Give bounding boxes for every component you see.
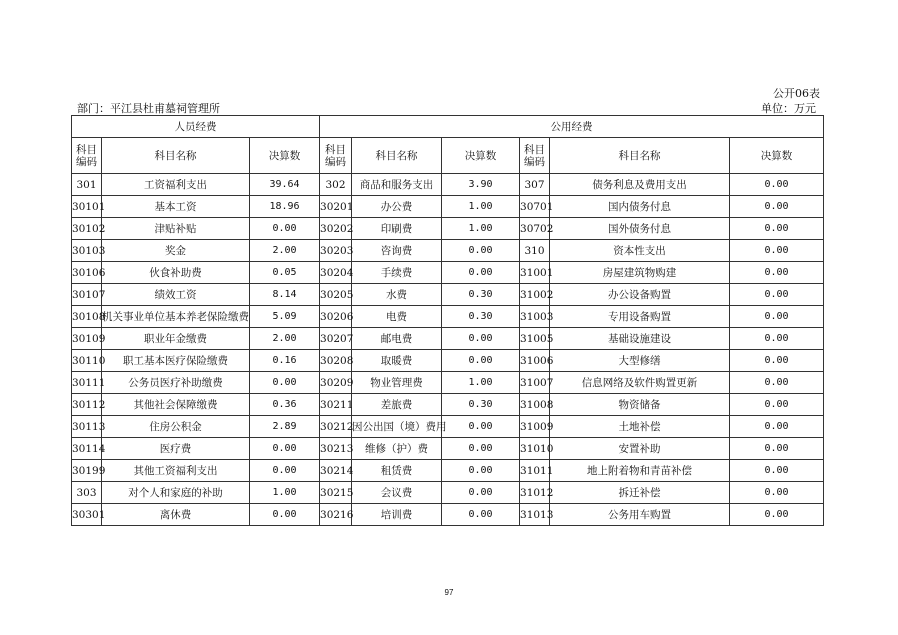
table-row	[72, 196, 824, 218]
expense-table	[71, 115, 824, 526]
table-row	[72, 174, 824, 196]
public-name-cell: 手续费	[352, 262, 442, 284]
capital-code-cell: 310	[520, 240, 550, 262]
public-code-cell: 30207	[320, 328, 352, 350]
personnel-name-cell: 公务员医疗补助缴费	[102, 372, 250, 394]
capital-name-cell: 资本性支出	[550, 240, 730, 262]
public-name-cell: 会议费	[352, 482, 442, 504]
col-amount-header: 决算数	[442, 138, 520, 174]
capital-amount-cell: 0.00	[730, 174, 824, 196]
capital-name-cell: 土地补偿	[550, 416, 730, 438]
personnel-code-cell: 30108	[72, 306, 102, 328]
public-code-cell: 30212	[320, 416, 352, 438]
personnel-code-cell: 30301	[72, 504, 102, 526]
public-name-cell: 水费	[352, 284, 442, 306]
personnel-name-cell: 职业年金缴费	[102, 328, 250, 350]
personnel-code-cell: 30111	[72, 372, 102, 394]
public-amount-cell: 0.00	[442, 416, 520, 438]
capital-amount-cell: 0.00	[730, 460, 824, 482]
table-row	[72, 482, 824, 504]
group-header-row	[72, 116, 824, 138]
public-code-cell: 30206	[320, 306, 352, 328]
table-row	[72, 262, 824, 284]
capital-name-cell: 信息网络及软件购置更新	[550, 372, 730, 394]
table-row	[72, 350, 824, 372]
personnel-name-cell: 奖金	[102, 240, 250, 262]
capital-code-cell: 31003	[520, 306, 550, 328]
personnel-name-cell: 其他社会保障缴费	[102, 394, 250, 416]
table-row	[72, 240, 824, 262]
public-amount-cell: 0.00	[442, 482, 520, 504]
public-amount-cell: 3.90	[442, 174, 520, 196]
table-row	[72, 328, 824, 350]
public-code-cell: 30209	[320, 372, 352, 394]
personnel-code-cell: 30114	[72, 438, 102, 460]
personnel-name-cell: 对个人和家庭的补助	[102, 482, 250, 504]
capital-name-cell: 安置补助	[550, 438, 730, 460]
capital-amount-cell: 0.00	[730, 394, 824, 416]
personnel-code-cell: 30106	[72, 262, 102, 284]
public-name-cell: 印刷费	[352, 218, 442, 240]
capital-amount-cell: 0.00	[730, 284, 824, 306]
capital-amount-cell: 0.00	[730, 504, 824, 526]
personnel-code-cell: 30112	[72, 394, 102, 416]
personnel-amount-cell: 2.00	[250, 328, 320, 350]
form-code: 公开06表	[773, 87, 820, 100]
public-name-cell: 培训费	[352, 504, 442, 526]
capital-name-cell: 国内债务付息	[550, 196, 730, 218]
capital-name-cell: 办公设备购置	[550, 284, 730, 306]
capital-code-cell: 30702	[520, 218, 550, 240]
table-row	[72, 394, 824, 416]
personnel-code-cell: 30101	[72, 196, 102, 218]
personnel-amount-cell: 0.00	[250, 218, 320, 240]
public-name-cell: 商品和服务支出	[352, 174, 442, 196]
table-row	[72, 438, 824, 460]
public-name-cell: 取暖费	[352, 350, 442, 372]
public-name-cell: 物业管理费	[352, 372, 442, 394]
capital-amount-cell: 0.00	[730, 218, 824, 240]
personnel-code-cell: 301	[72, 174, 102, 196]
public-code-cell: 30214	[320, 460, 352, 482]
capital-amount-cell: 0.00	[730, 262, 824, 284]
capital-name-cell: 房屋建筑物购建	[550, 262, 730, 284]
personnel-name-cell: 住房公积金	[102, 416, 250, 438]
capital-name-cell: 债务利息及费用支出	[550, 174, 730, 196]
public-amount-cell: 0.00	[442, 504, 520, 526]
col-code-header: 科目编码	[320, 138, 352, 174]
capital-amount-cell: 0.00	[730, 372, 824, 394]
personnel-amount-cell: 0.05	[250, 262, 320, 284]
personnel-name-cell: 其他工资福利支出	[102, 460, 250, 482]
personnel-amount-cell: 0.16	[250, 350, 320, 372]
capital-name-cell: 物资储备	[550, 394, 730, 416]
table-row	[72, 218, 824, 240]
public-amount-cell: 1.00	[442, 196, 520, 218]
table-row	[72, 504, 824, 526]
capital-code-cell: 31001	[520, 262, 550, 284]
public-code-cell: 30201	[320, 196, 352, 218]
col-amount-header: 决算数	[250, 138, 320, 174]
table-row	[72, 306, 824, 328]
personnel-amount-cell: 39.64	[250, 174, 320, 196]
personnel-amount-cell: 2.00	[250, 240, 320, 262]
personnel-name-cell: 伙食补助费	[102, 262, 250, 284]
personnel-code-cell: 30107	[72, 284, 102, 306]
capital-name-cell: 基础设施建设	[550, 328, 730, 350]
public-amount-cell: 1.00	[442, 372, 520, 394]
personnel-code-cell: 30113	[72, 416, 102, 438]
table-row	[72, 284, 824, 306]
public-amount-cell: 0.00	[442, 460, 520, 482]
col-code-header: 科目编码	[520, 138, 550, 174]
capital-code-cell: 31005	[520, 328, 550, 350]
capital-code-cell: 31002	[520, 284, 550, 306]
public-amount-cell: 0.00	[442, 328, 520, 350]
table-row	[72, 372, 824, 394]
public-code-cell: 30213	[320, 438, 352, 460]
personnel-code-cell: 30199	[72, 460, 102, 482]
department-label: 部门：平江县杜甫墓祠管理所	[77, 102, 220, 115]
column-header-row	[72, 138, 824, 174]
personnel-name-cell: 医疗费	[102, 438, 250, 460]
public-amount-cell: 0.00	[442, 438, 520, 460]
capital-code-cell: 31009	[520, 416, 550, 438]
personnel-code-cell: 303	[72, 482, 102, 504]
capital-code-cell: 31012	[520, 482, 550, 504]
col-name-header: 科目名称	[550, 138, 730, 174]
personnel-code-cell: 30110	[72, 350, 102, 372]
col-name-header: 科目名称	[102, 138, 250, 174]
capital-amount-cell: 0.00	[730, 328, 824, 350]
group-personnel-header: 人员经费	[72, 116, 320, 138]
personnel-amount-cell: 1.00	[250, 482, 320, 504]
capital-name-cell: 地上附着物和青苗补偿	[550, 460, 730, 482]
personnel-amount-cell: 0.00	[250, 504, 320, 526]
public-name-cell: 维修（护）费	[352, 438, 442, 460]
capital-name-cell: 国外债务付息	[550, 218, 730, 240]
col-name-header: 科目名称	[352, 138, 442, 174]
public-code-cell: 30208	[320, 350, 352, 372]
capital-amount-cell: 0.00	[730, 482, 824, 504]
public-name-cell: 邮电费	[352, 328, 442, 350]
capital-amount-cell: 0.00	[730, 438, 824, 460]
capital-code-cell: 307	[520, 174, 550, 196]
capital-amount-cell: 0.00	[730, 196, 824, 218]
public-name-cell: 咨询费	[352, 240, 442, 262]
public-name-cell: 因公出国（境）费用	[352, 416, 442, 438]
personnel-amount-cell: 0.00	[250, 460, 320, 482]
capital-code-cell: 31008	[520, 394, 550, 416]
personnel-amount-cell: 8.14	[250, 284, 320, 306]
capital-amount-cell: 0.00	[730, 350, 824, 372]
public-amount-cell: 0.30	[442, 394, 520, 416]
group-public-header: 公用经费	[320, 116, 824, 138]
capital-code-cell: 31011	[520, 460, 550, 482]
public-name-cell: 租赁费	[352, 460, 442, 482]
public-name-cell: 差旅费	[352, 394, 442, 416]
col-amount-header: 决算数	[730, 138, 824, 174]
public-code-cell: 30216	[320, 504, 352, 526]
capital-name-cell: 拆迁补偿	[550, 482, 730, 504]
personnel-amount-cell: 18.96	[250, 196, 320, 218]
personnel-name-cell: 机关事业单位基本养老保险缴费	[102, 306, 250, 328]
page-number: 97	[444, 588, 454, 597]
col-code-header: 科目编码	[72, 138, 102, 174]
personnel-amount-cell: 0.36	[250, 394, 320, 416]
public-amount-cell: 0.00	[442, 240, 520, 262]
personnel-name-cell: 基本工资	[102, 196, 250, 218]
personnel-amount-cell: 5.09	[250, 306, 320, 328]
public-code-cell: 30204	[320, 262, 352, 284]
public-code-cell: 30215	[320, 482, 352, 504]
personnel-amount-cell: 0.00	[250, 372, 320, 394]
capital-name-cell: 大型修缮	[550, 350, 730, 372]
public-amount-cell: 0.00	[442, 350, 520, 372]
capital-code-cell: 30701	[520, 196, 550, 218]
personnel-code-cell: 30102	[72, 218, 102, 240]
public-amount-cell: 0.00	[442, 262, 520, 284]
capital-name-cell: 公务用车购置	[550, 504, 730, 526]
capital-code-cell: 31013	[520, 504, 550, 526]
personnel-name-cell: 离休费	[102, 504, 250, 526]
public-amount-cell: 0.30	[442, 284, 520, 306]
table-row	[72, 460, 824, 482]
table-row	[72, 416, 824, 438]
personnel-amount-cell: 0.00	[250, 438, 320, 460]
unit-label: 单位：万元	[761, 102, 816, 115]
public-amount-cell: 1.00	[442, 218, 520, 240]
public-code-cell: 30205	[320, 284, 352, 306]
personnel-amount-cell: 2.89	[250, 416, 320, 438]
public-code-cell: 30203	[320, 240, 352, 262]
capital-code-cell: 31007	[520, 372, 550, 394]
personnel-name-cell: 职工基本医疗保险缴费	[102, 350, 250, 372]
capital-amount-cell: 0.00	[730, 240, 824, 262]
public-name-cell: 办公费	[352, 196, 442, 218]
personnel-name-cell: 津贴补贴	[102, 218, 250, 240]
public-code-cell: 302	[320, 174, 352, 196]
public-code-cell: 30202	[320, 218, 352, 240]
personnel-code-cell: 30103	[72, 240, 102, 262]
personnel-name-cell: 绩效工资	[102, 284, 250, 306]
capital-code-cell: 31010	[520, 438, 550, 460]
public-code-cell: 30211	[320, 394, 352, 416]
public-name-cell: 电费	[352, 306, 442, 328]
personnel-code-cell: 30109	[72, 328, 102, 350]
capital-amount-cell: 0.00	[730, 306, 824, 328]
capital-code-cell: 31006	[520, 350, 550, 372]
public-amount-cell: 0.30	[442, 306, 520, 328]
capital-name-cell: 专用设备购置	[550, 306, 730, 328]
personnel-name-cell: 工资福利支出	[102, 174, 250, 196]
capital-amount-cell: 0.00	[730, 416, 824, 438]
